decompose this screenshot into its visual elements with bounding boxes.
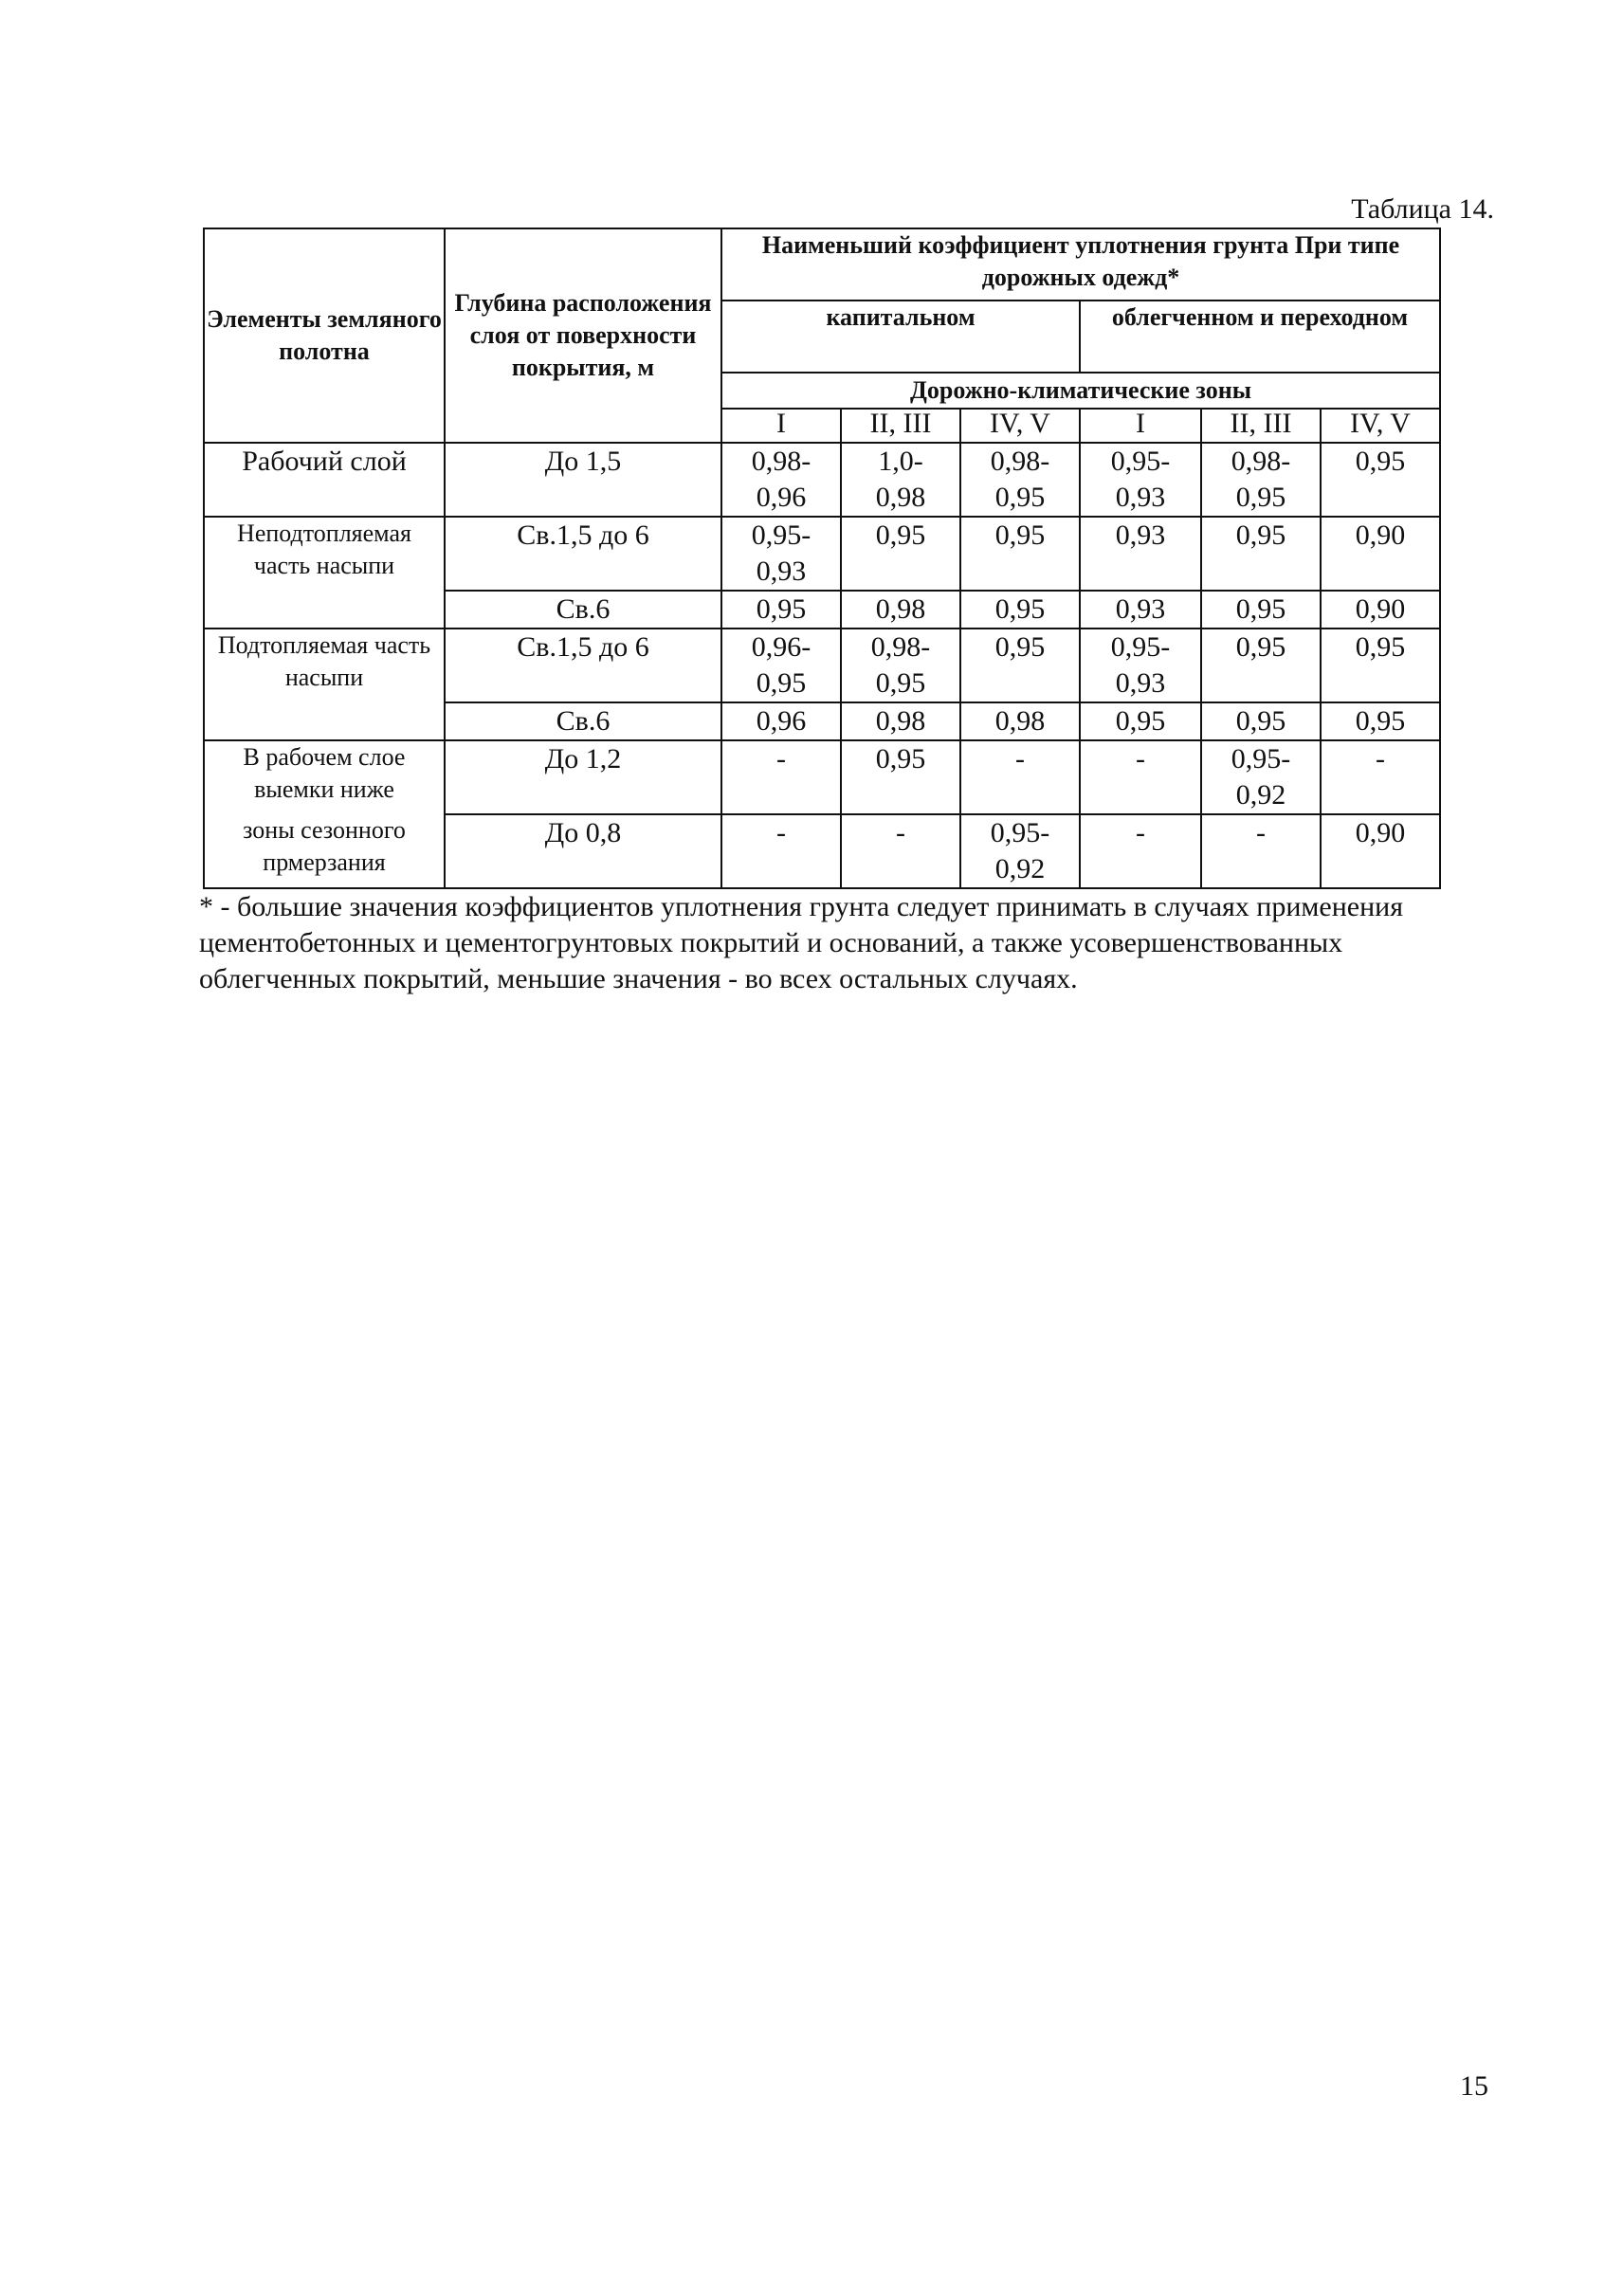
header-light: облегченном и переходном: [1080, 301, 1440, 373]
value-cell: -: [1321, 740, 1440, 814]
value-cell: 0,98- 0,95: [960, 443, 1080, 517]
depth-cell: Св.1,5 до 6: [445, 517, 721, 591]
value-cell: 0,95: [960, 517, 1080, 591]
table-caption: Таблица 14.: [1351, 193, 1494, 225]
compaction-table: [203, 228, 1441, 889]
value-cell: 0,95: [1321, 629, 1440, 702]
header-capital: капитальном: [721, 301, 1080, 373]
value-cell: -: [1080, 814, 1201, 888]
value-cell: 0,98: [960, 702, 1080, 740]
value-cell: 0,96: [721, 702, 841, 740]
value-cell: -: [1201, 814, 1321, 888]
depth-cell: Св.6: [445, 702, 721, 740]
value-cell: 0,90: [1321, 814, 1440, 888]
value-cell: 0,95: [960, 591, 1080, 629]
value-cell: 0,95: [1080, 702, 1201, 740]
value-cell: 0,95- 0,93: [721, 517, 841, 591]
value-cell: 0,95: [1321, 702, 1440, 740]
depth-cell: До 1,2: [445, 740, 721, 814]
zone-label: IV, V: [1321, 409, 1440, 443]
value-cell: 0,90: [1321, 517, 1440, 591]
value-cell: -: [960, 740, 1080, 814]
table-row: [204, 443, 1440, 517]
value-cell: 0,95- 0,93: [1080, 629, 1201, 702]
element-cell: Подтопляемая часть насыпи: [204, 629, 445, 740]
header-elements: Элементы земляного полотна: [204, 228, 445, 443]
value-cell: 0,95: [1201, 517, 1321, 591]
zone-label: IV, V: [960, 409, 1080, 443]
value-cell: -: [721, 740, 841, 814]
footnote: * - большие значения коэффициентов уплотнения грунта следует принимать в случаях применения цементобетонных и цементогрунтовых покрытий и оснований, а также усовершенствованных облегченных покрытий, меньшие значения - во всех остальных случаях.: [199, 891, 1403, 994]
depth-cell: До 1,5: [445, 443, 721, 517]
value-cell: 0,96- 0,95: [721, 629, 841, 702]
value-cell: 0,95: [1201, 591, 1321, 629]
zone-label: II, III: [841, 409, 960, 443]
value-cell: -: [1080, 740, 1201, 814]
value-cell: 0,93: [1080, 517, 1201, 591]
value-cell: 0,95: [1201, 629, 1321, 702]
element-cell: Неподтопляемая часть насыпи: [204, 517, 445, 629]
value-cell: 0,95: [960, 629, 1080, 702]
value-cell: -: [841, 814, 960, 888]
value-cell: 1,0- 0,98: [841, 443, 960, 517]
value-cell: 0,95: [841, 517, 960, 591]
element-cell: зоны сезонного прмерзания: [204, 814, 445, 888]
table-row: [204, 740, 1440, 814]
value-cell: 0,95- 0,92: [1201, 740, 1321, 814]
page-number: 15: [1460, 2070, 1488, 2102]
depth-cell: Св.1,5 до 6: [445, 629, 721, 702]
value-cell: 0,93: [1080, 591, 1201, 629]
value-cell: 0,90: [1321, 591, 1440, 629]
zone-label: I: [721, 409, 841, 443]
header-coefficient: Наименьший коэффициент уплотнения грунта При типе дорожных одежд*: [721, 228, 1440, 301]
table-row: [204, 629, 1440, 702]
value-cell: 0,95: [841, 740, 960, 814]
value-cell: 0,98- 0,95: [841, 629, 960, 702]
table-row: [204, 814, 1440, 888]
element-cell: Рабочий слой: [204, 443, 445, 517]
table-body: [204, 443, 1440, 888]
value-cell: 0,98- 0,96: [721, 443, 841, 517]
depth-cell: До 0,8: [445, 814, 721, 888]
element-cell: В рабочем слое выемки ниже: [204, 740, 445, 814]
depth-cell: Св.6: [445, 591, 721, 629]
value-cell: 0,98: [841, 702, 960, 740]
header-zones: Дорожно-климатические зоны: [721, 373, 1440, 409]
value-cell: 0,95: [1201, 702, 1321, 740]
table-row: [204, 517, 1440, 591]
value-cell: 0,95: [721, 591, 841, 629]
header-depth: Глубина расположения слоя от поверхности покрытия, м: [445, 228, 721, 443]
value-cell: 0,95: [1321, 443, 1440, 517]
value-cell: 0,98- 0,95: [1201, 443, 1321, 517]
value-cell: 0,98: [841, 591, 960, 629]
zone-label: I: [1080, 409, 1201, 443]
zone-label: II, III: [1201, 409, 1321, 443]
value-cell: -: [721, 814, 841, 888]
value-cell: 0,95- 0,93: [1080, 443, 1201, 517]
value-cell: 0,95- 0,92: [960, 814, 1080, 888]
